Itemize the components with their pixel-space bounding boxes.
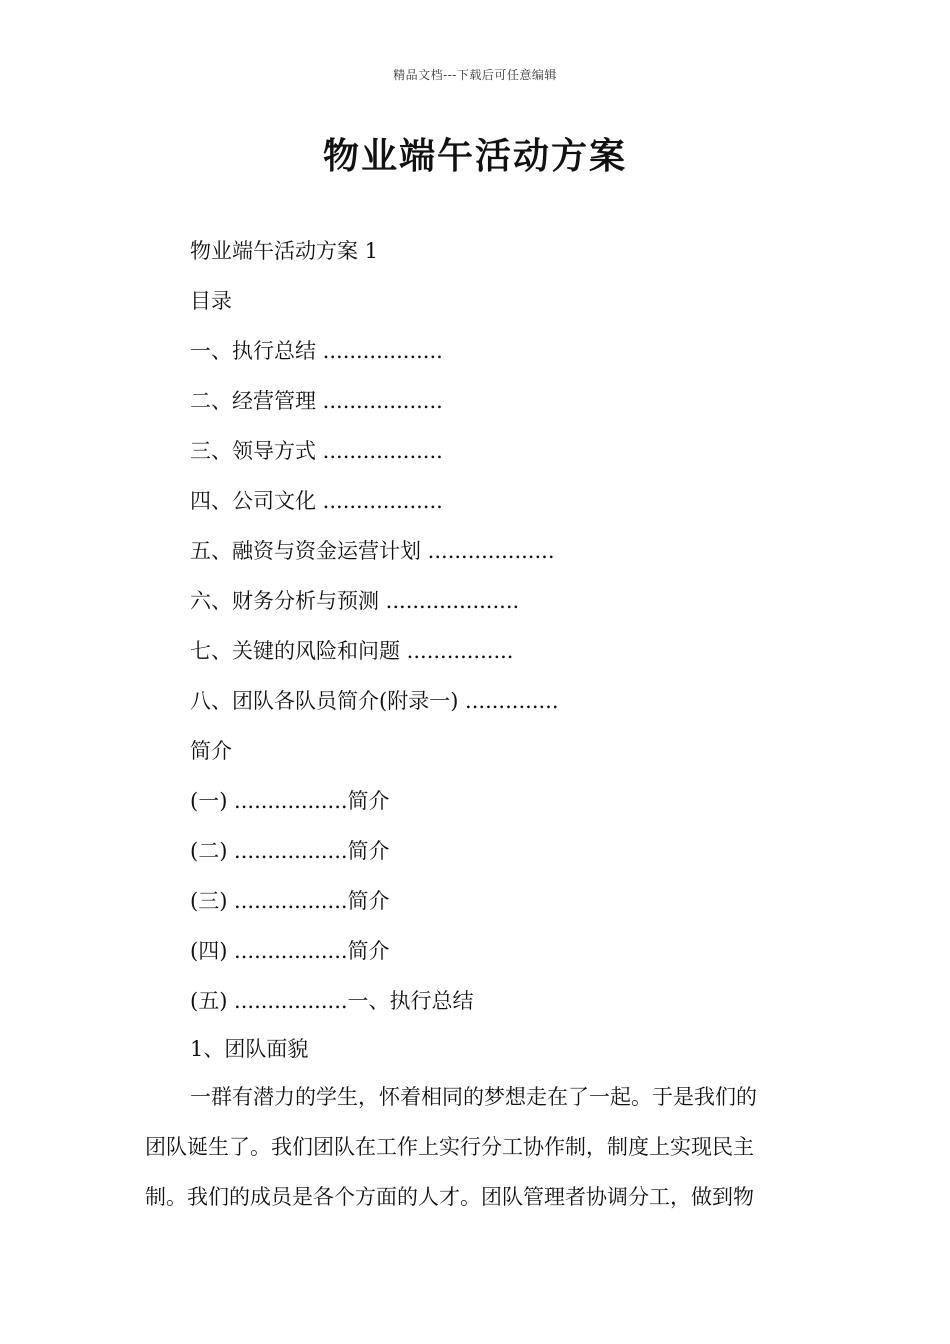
toc-item: 六、财务分析与预测 .................... bbox=[190, 589, 520, 613]
toc-item: (二) .................简介 bbox=[190, 839, 390, 863]
section-heading: 1、团队面貌 bbox=[190, 1037, 309, 1061]
toc-item: 简介 bbox=[190, 739, 232, 763]
toc-item: 一、执行总结 .................. bbox=[190, 339, 443, 363]
paragraph-line: 团队诞生了。我们团队在工作上实行分工协作制，制度上实现民主 bbox=[145, 1135, 754, 1159]
paragraph-line: 制。我们的成员是各个方面的人才。团队管理者协调分工，做到物 bbox=[145, 1185, 754, 1209]
document-title: 物业端午活动方案 bbox=[322, 135, 627, 177]
toc-item: (三) .................简介 bbox=[190, 889, 390, 913]
toc-heading: 目录 bbox=[190, 289, 232, 313]
toc-item: (五) .................一、执行总结 bbox=[190, 989, 474, 1013]
toc-item: 三、领导方式 .................. bbox=[190, 439, 443, 463]
paragraph-line: 一群有潜力的学生，怀着相同的梦想走在了一起。于是我们的 bbox=[190, 1085, 757, 1109]
toc-item: 八、团队各队员简介(附录一) .............. bbox=[190, 689, 559, 713]
toc-item: (四) .................简介 bbox=[190, 939, 390, 963]
subtitle: 物业端午活动方案 1 bbox=[190, 239, 379, 263]
toc-item: 四、公司文化 .................. bbox=[190, 489, 443, 513]
body-paragraph bbox=[145, 1072, 805, 1222]
toc-item: (一) .................简介 bbox=[190, 789, 390, 813]
page-header: 精品文档---下载后可任意编辑 bbox=[393, 68, 557, 82]
toc-item: 七、关键的风险和问题 ................ bbox=[190, 639, 514, 663]
toc-item: 五、融资与资金运营计划 ................... bbox=[190, 539, 555, 563]
toc-item: 二、经营管理 .................. bbox=[190, 389, 443, 413]
